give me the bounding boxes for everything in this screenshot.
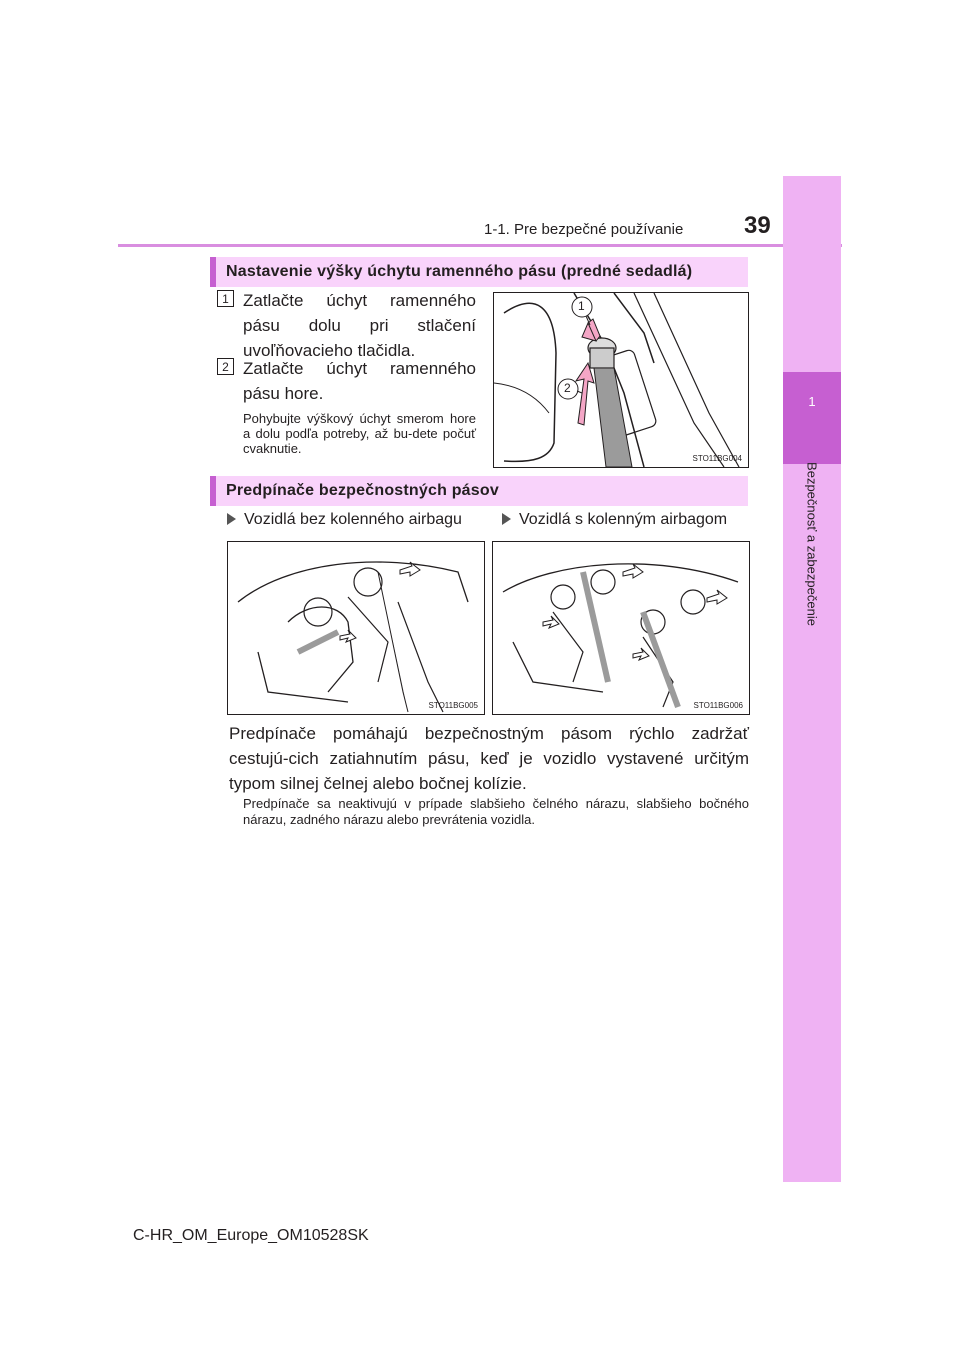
step-note: Pohybujte výškový úchyt smerom hore a dolu podľa potreby, až bu-dete počuť cvaknutie. [243,411,476,456]
section-title: Nastavenie výšky úchytu ramenného pásu (predné sedadlá) [226,263,693,280]
chapter-number-marker [783,372,841,464]
shoulder-anchor-illustration [494,293,748,467]
figure-pretensioner-no-knee-airbag [227,541,485,715]
chapter-number: 1 [808,394,816,409]
figure-code: STO11BG006 [693,701,743,710]
chapter-side-tab [783,176,841,1182]
header-section-title: 1-1. Pre bezpečné používanie [484,221,684,238]
step-text: Zatlačte úchyt ramenného pásu hore. [243,359,476,403]
variant-label-knee-airbag: Vozidlá s kolenným airbagom [502,511,727,529]
callout-1: 1 [578,299,585,313]
section-heading-pretensioners [210,476,748,506]
pretensioner-illustration [493,542,749,714]
step-number: 2 [217,358,234,375]
step-text: Zatlačte úchyt ramenného pásu dolu pri stlačení uvoľňovacieho tlačidla. [243,291,476,360]
section-title: Predpínače bezpečnostných pásov [226,482,499,499]
section-heading-shoulder-anchor [210,257,748,287]
callout-2: 2 [564,381,571,395]
pretensioner-illustration [228,542,484,714]
step-number: 1 [217,290,234,307]
page-number: 39 [744,212,771,239]
variant-label-no-knee-airbag: Vozidlá bez kolenného airbagu [227,511,462,529]
chapter-title: Bezpečnosť a zabezpečenie [804,462,820,626]
footer-doc-id: C-HR_OM_Europe_OM10528SK [133,1227,369,1244]
figure-code: STO11BG005 [428,701,478,710]
figure-shoulder-anchor [493,292,749,468]
body-paragraph: Predpínače pomáhajú bezpečnostným pásom rýchlo zadržať cestujú-cich zatiahnutím pásu, keď je vozidlo vystavené určitým typom silnej čelnej alebo bočnej kolízie. [229,724,749,793]
figure-code: STO11BG004 [692,454,742,463]
figure-pretensioner-knee-airbag [492,541,750,715]
triangle-bullet-icon [502,513,511,525]
header-rule [118,244,842,247]
triangle-bullet-icon [227,513,236,525]
body-note: Predpínače sa neaktivujú v prípade slabšieho čelného nárazu, slabšieho bočného nárazu, zadného nárazu alebo prevrátenia vozidla. [243,796,749,827]
